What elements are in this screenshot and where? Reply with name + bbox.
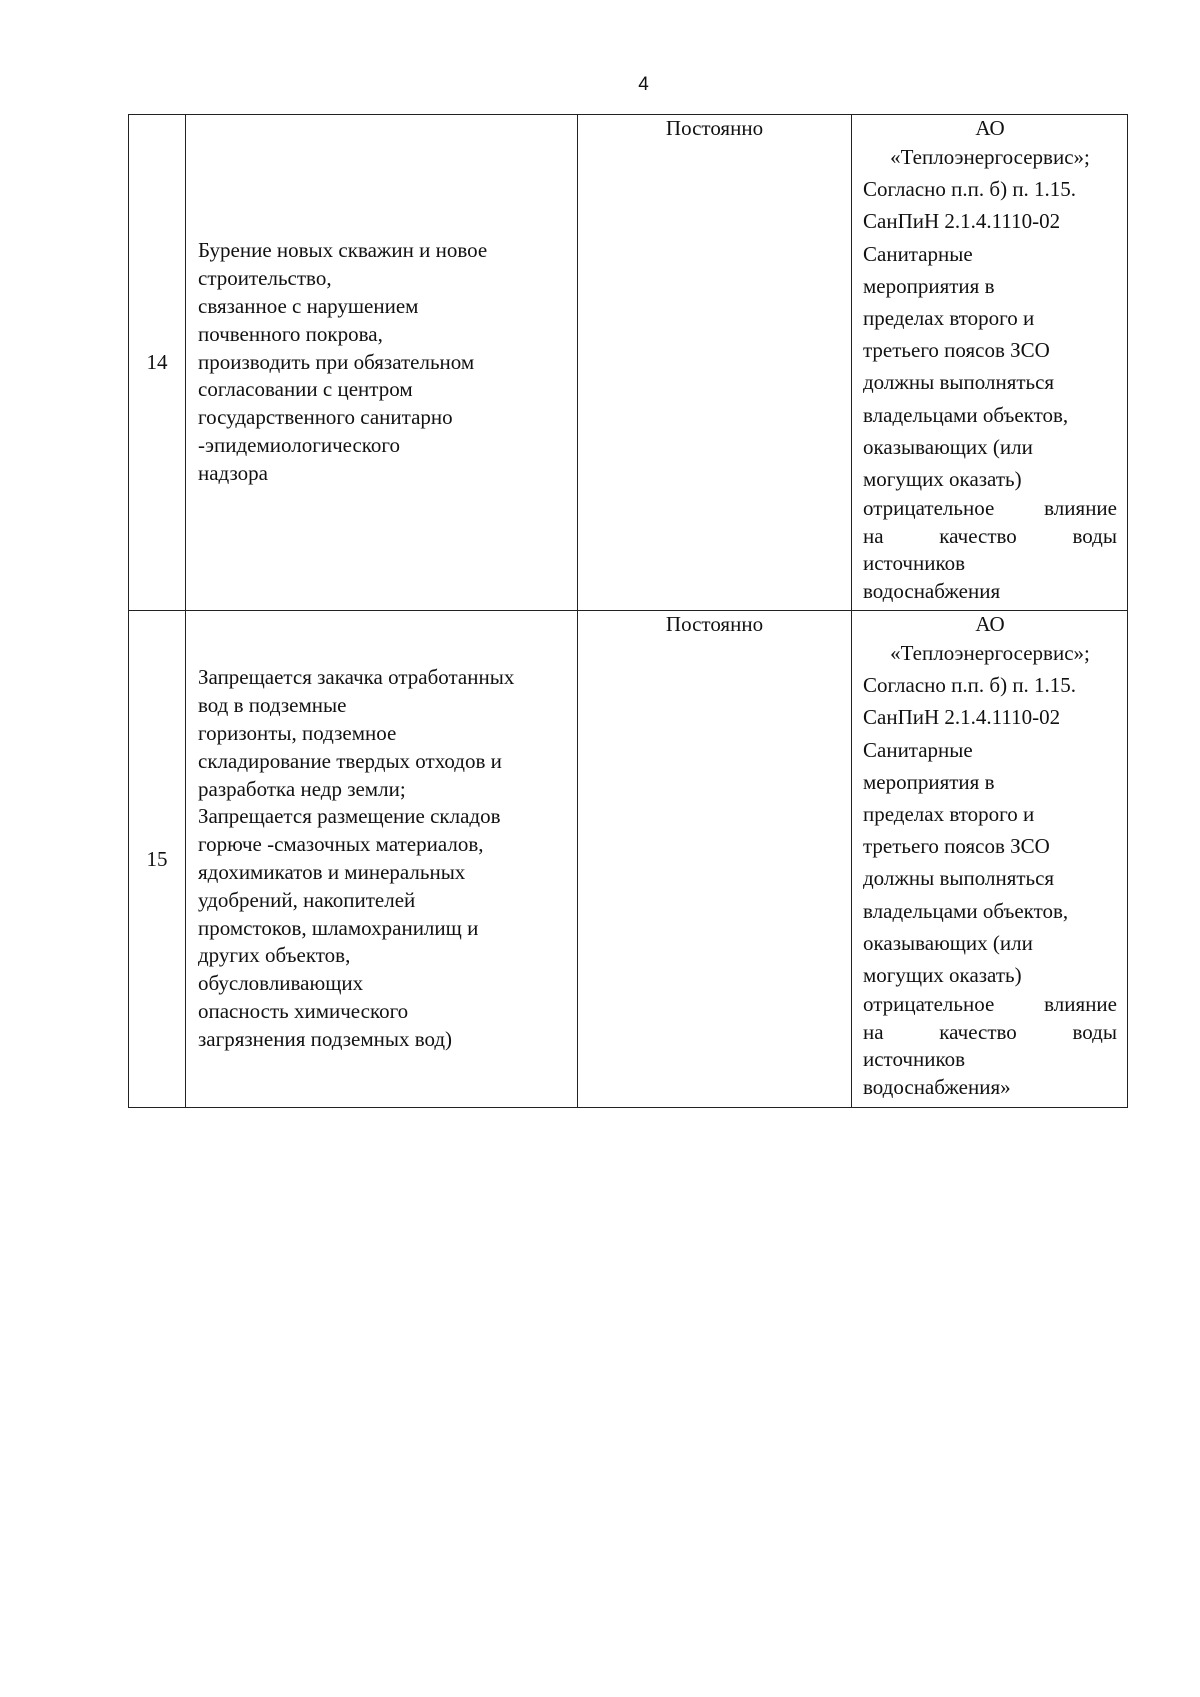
- responsible-cell: [852, 611, 1128, 1108]
- resp-line: СанПиН 2.1.4.1110-02: [863, 209, 1061, 234]
- text-line: разработка недр земли;: [198, 776, 406, 801]
- org-line: «Теплоэнергосервис»;: [890, 145, 1090, 169]
- resp-line: СанПиН 2.1.4.1110-02: [863, 705, 1061, 730]
- resp-line: мероприятия в: [863, 769, 995, 794]
- text-line: других объектов,: [198, 943, 351, 968]
- resp-line: могущих оказать): [863, 963, 1022, 988]
- text-line: согласовании с центром: [198, 377, 413, 402]
- word: на: [863, 523, 884, 548]
- resp-line: третьего поясов ЗСО: [863, 834, 1050, 859]
- text-line: горюче -смазочных материалов,: [198, 832, 484, 857]
- resp-line: третьего поясов ЗСО: [863, 338, 1050, 363]
- text-line: вод в подземные: [198, 693, 347, 718]
- resp-line: водоснабжения: [863, 578, 1001, 603]
- resp-line-justified: [863, 991, 1117, 1019]
- table-row: [129, 115, 1128, 611]
- text-line: производить при обязательном: [198, 349, 475, 374]
- word: на: [863, 1019, 884, 1044]
- text-line: государственного санитарно: [198, 405, 453, 430]
- text-line: ядохимикатов и минеральных: [198, 860, 466, 884]
- text-line: Запрещается размещение складов: [198, 804, 501, 829]
- resp-line: источников: [863, 1047, 966, 1072]
- text-line: складирование твердых отходов и: [198, 748, 502, 773]
- resp-line: водоснабжения»: [863, 1074, 1011, 1099]
- resp-line: владельцами объектов,: [863, 402, 1069, 427]
- resp-line-justified: [863, 1019, 1117, 1047]
- word: качество: [939, 523, 1017, 548]
- measures-table: [128, 114, 1128, 1108]
- org-line: АО: [975, 612, 1005, 636]
- resp-line: оказывающих (или: [863, 930, 1033, 955]
- resp-line: пределах второго и: [863, 306, 1035, 331]
- measure-description: [186, 611, 578, 1108]
- text-line: связанное с нарушением: [198, 294, 419, 318]
- text-line: -эпидемиологического: [198, 432, 401, 457]
- word: воды: [1072, 523, 1117, 548]
- resp-line: владельцами объектов,: [863, 898, 1069, 923]
- text-line: строительство,: [198, 266, 332, 291]
- word: влияние: [1044, 496, 1117, 521]
- word: воды: [1072, 1019, 1117, 1044]
- resp-line-justified: [863, 495, 1117, 523]
- resp-line: Санитарные: [863, 737, 973, 762]
- row-number: 15: [129, 611, 186, 1108]
- resp-line: могущих оказать): [863, 467, 1022, 492]
- row-number: 14: [129, 115, 186, 611]
- text-line: Бурение новых скважин и новое: [198, 238, 488, 263]
- page-number: 4: [638, 74, 649, 95]
- text-line: горизонты, подземное: [198, 721, 397, 746]
- term-cell: Постоянно: [578, 115, 852, 611]
- resp-line: должны выполняться: [863, 370, 1055, 395]
- text-line: загрязнения подземных вод): [198, 1026, 453, 1051]
- text-line: промстоков, шламохранилищ и: [198, 915, 479, 940]
- table-row: [129, 611, 1128, 1108]
- term-cell: Постоянно: [578, 611, 852, 1108]
- text-line: Запрещается закачка отработанных: [198, 665, 515, 690]
- org-line: АО: [975, 116, 1005, 140]
- word: отрицательное: [863, 992, 995, 1017]
- resp-line: Согласно п.п. б) п. 1.15.: [863, 177, 1077, 202]
- resp-line: должны выполняться: [863, 866, 1055, 891]
- text-line: опасность химического: [198, 998, 409, 1023]
- measure-description: [186, 115, 578, 611]
- resp-line: оказывающих (или: [863, 434, 1033, 459]
- word: отрицательное: [863, 496, 995, 521]
- org-line: «Теплоэнергосервис»;: [890, 641, 1090, 665]
- resp-line: пределах второго и: [863, 802, 1035, 827]
- resp-line: источников: [863, 551, 966, 576]
- text-line: почвенного покрова,: [198, 321, 383, 346]
- text-line: надзора: [198, 460, 268, 485]
- text-line: обусловливающих: [198, 971, 364, 996]
- resp-line: мероприятия в: [863, 273, 995, 298]
- word: качество: [939, 1019, 1017, 1044]
- resp-line: Согласно п.п. б) п. 1.15.: [863, 673, 1077, 698]
- text-line: удобрений, накопителей: [198, 887, 416, 912]
- resp-line-justified: [863, 523, 1117, 551]
- responsible-cell: [852, 115, 1128, 611]
- resp-line: Санитарные: [863, 241, 973, 266]
- word: влияние: [1044, 992, 1117, 1017]
